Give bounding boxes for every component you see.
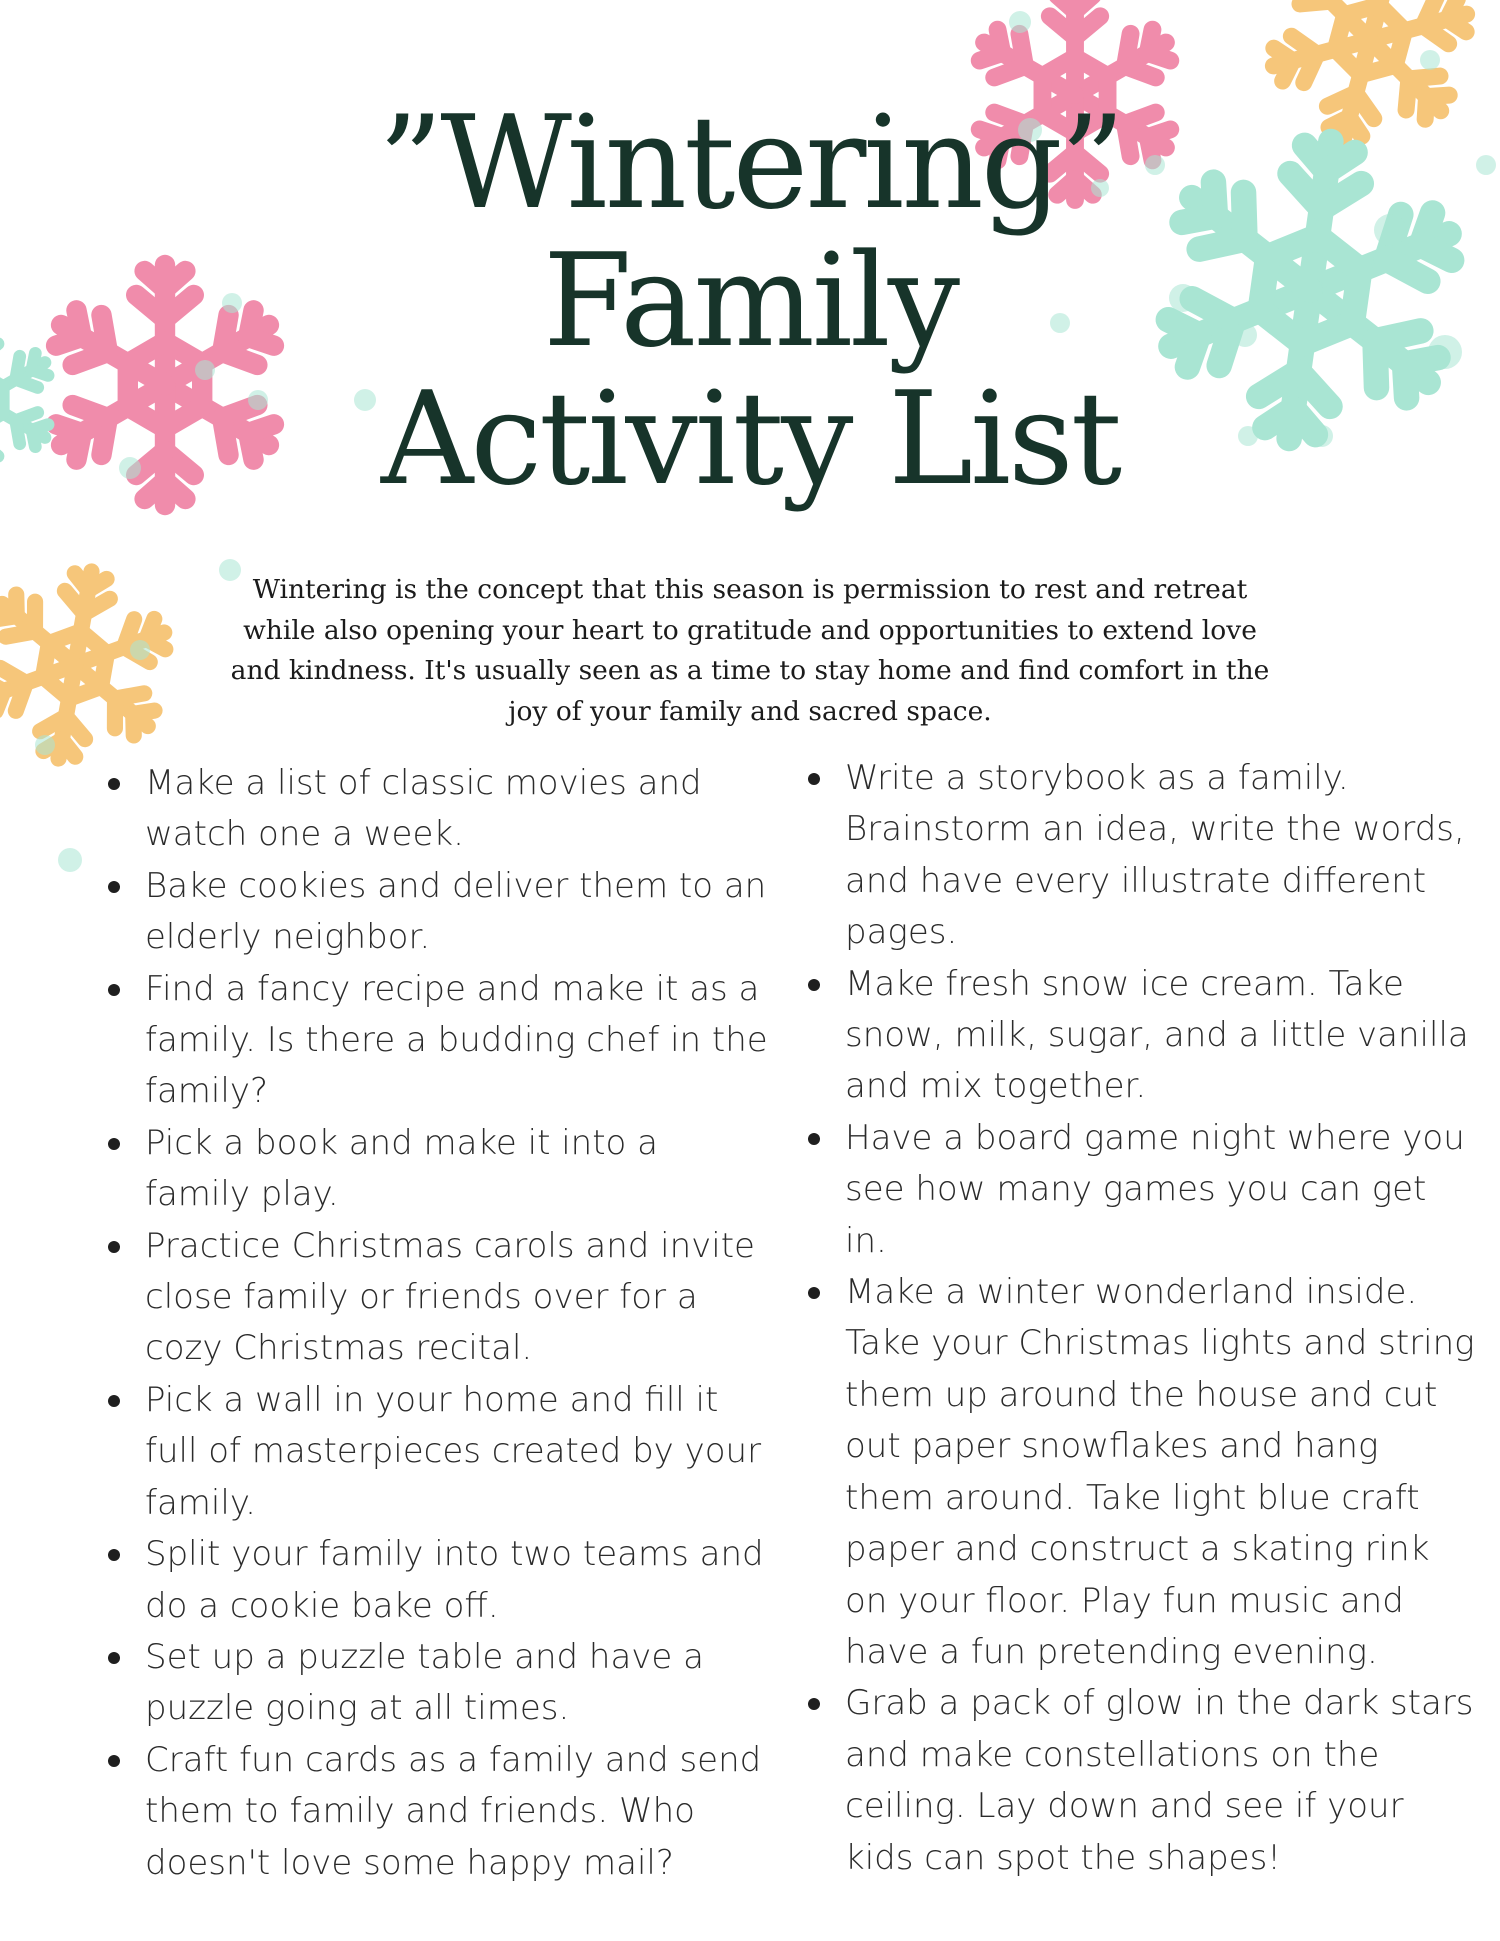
- list-item: Split your family into two teams and do a cookie bake off.: [108, 1529, 768, 1632]
- snowflake-icon: [0, 555, 184, 775]
- snowflake-icon: [0, 325, 54, 475]
- title-line-2: Family: [543, 227, 957, 376]
- list-item: Set up a puzzle table and have a puzzle going at all times.: [108, 1632, 768, 1735]
- list-item: Bake cookies and deliver them to an elderly neighbor.: [108, 861, 768, 964]
- list-item: Craft fun cards as a family and send them to family and friends. Who doesn't love some happy mail?: [108, 1735, 768, 1889]
- activity-list-left: [108, 758, 768, 1889]
- snowflake-icon: [1249, 0, 1491, 162]
- list-item: Find a fancy recipe and make it as a family. Is there a budding chef in the family?: [108, 964, 768, 1118]
- list-item: Write a storybook as a family. Brainstorm an idea, write the words, and have every illustrate different pages.: [808, 753, 1478, 959]
- snowflake-icon: [47, 265, 284, 505]
- list-item: Have a board game night where you see how many games you can get in.: [808, 1113, 1478, 1267]
- list-item: Pick a wall in your home and fill it full of masterpieces created by your family.: [108, 1375, 768, 1529]
- title-line-1: ”Wintering”: [377, 89, 1123, 238]
- list-item: Pick a book and make it into a family play.: [108, 1118, 768, 1221]
- list-item: Make fresh snow ice cream. Take snow, milk, sugar, and a little vanilla and mix together.: [808, 959, 1478, 1113]
- intro-paragraph: Wintering is the concept that this season is permission to rest and retreat while also opening your heart to gratitude and opportunities to extend love and kindness. It's usually seen as a time to stay home and find comfort in the joy of your family and sacred space.: [230, 574, 1270, 727]
- activity-list-right: [808, 753, 1478, 1884]
- list-item: Grab a pack of glow in the dark stars and make constellations on the ceiling. Lay down and see if your kids can spot the shapes!: [808, 1678, 1478, 1884]
- page-title: [250, 89, 1250, 514]
- list-item: Make a winter wonderland inside. Take your Christmas lights and string them up around the house and cut out paper snowflakes and hang them around. Take light blue craft paper and construct a skating rink on your floor. Play fun music and have a fun pretending evening.: [808, 1267, 1478, 1678]
- list-item: Practice Christmas carols and invite close family or friends over for a cozy Christmas recital.: [108, 1221, 768, 1375]
- title-line-3: Activity List: [380, 365, 1120, 514]
- list-item: Make a list of classic movies and watch one a week.: [108, 758, 768, 861]
